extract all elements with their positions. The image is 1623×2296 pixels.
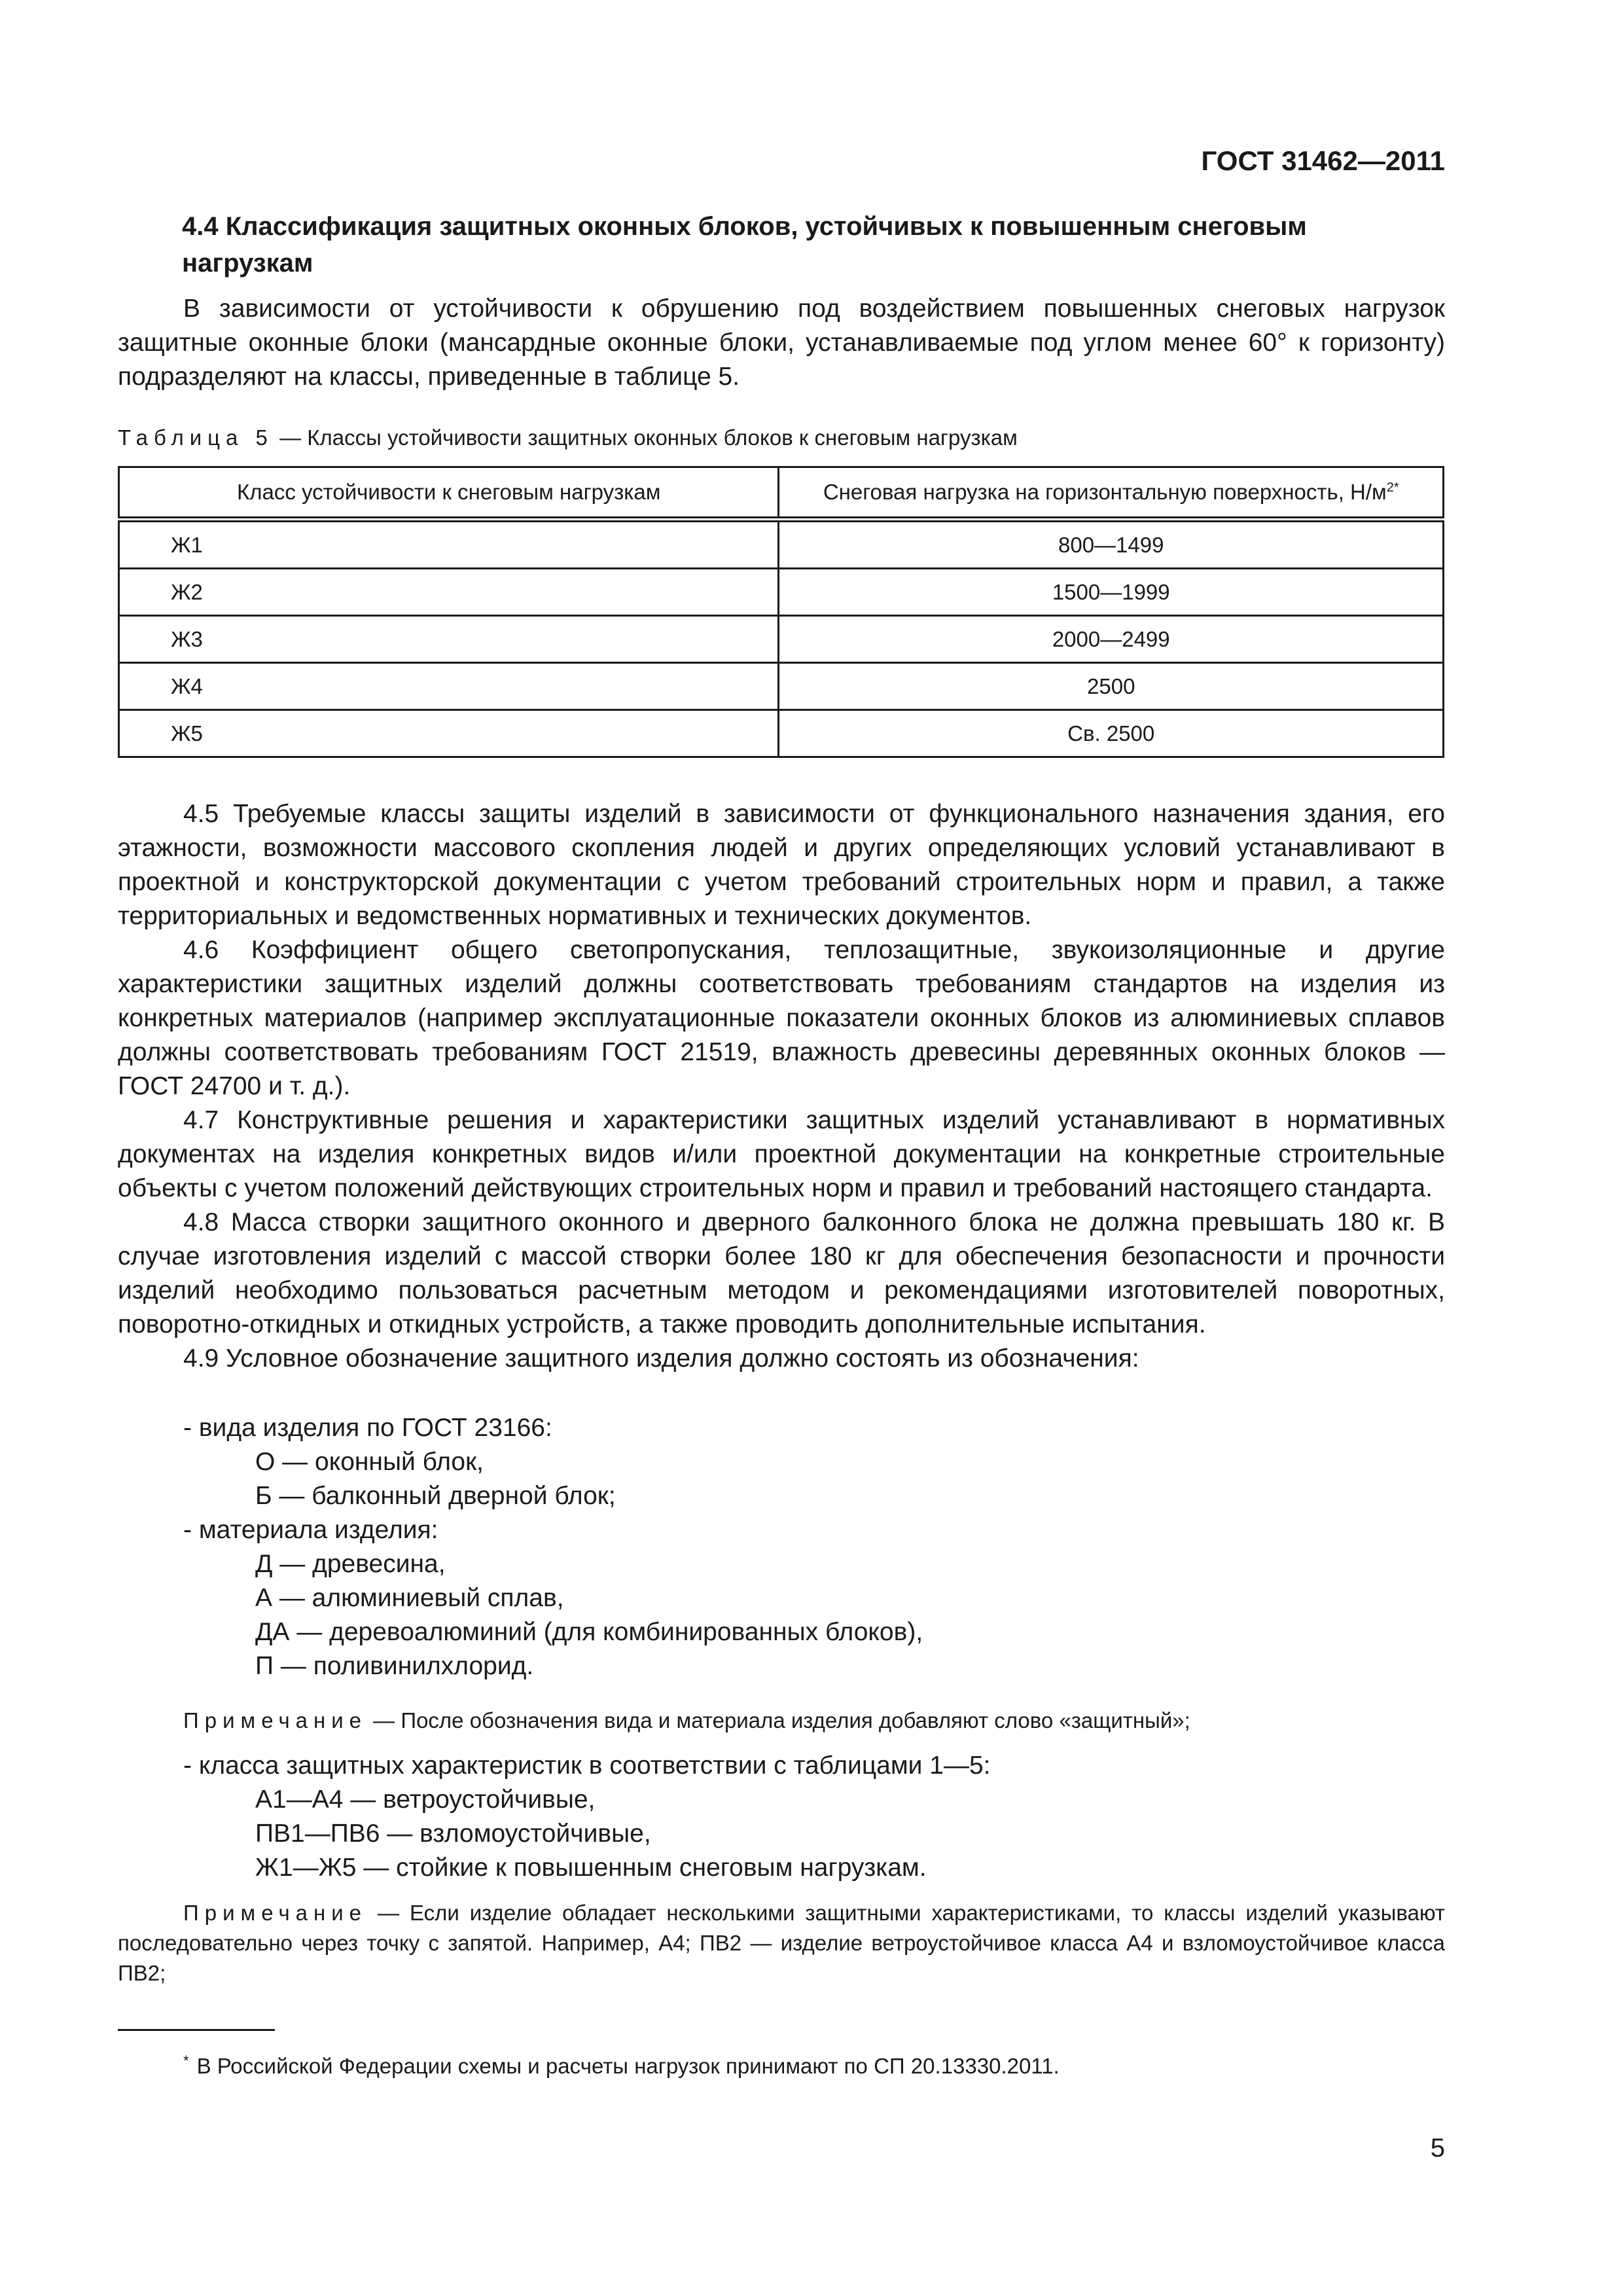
list-item: Б — балконный дверной блок; xyxy=(255,1482,616,1510)
section-4-4-heading: 4.4 Классификация защитных оконных блоков, устойчивых к повышенным снеговым нагрузкам xyxy=(182,212,1307,278)
load-cell: 2500 xyxy=(779,663,1444,710)
table-5 xyxy=(118,466,1444,758)
class-cell: Ж4 xyxy=(119,663,779,710)
load-cell: Св. 2500 xyxy=(779,710,1444,757)
table-row xyxy=(119,569,1444,616)
column-header-load-text: Снеговая нагрузка на горизонтальную поверхность, Н/м xyxy=(823,480,1387,504)
note-2-text: — Если изделие обладает несколькими защитными характеристиками, то классы изделий указывают последовательно через точку с запятой. Например, А4; ПВ2 — изделие ветроустойчивое класса А4 и взломоустойчивое класса ПВ2; xyxy=(118,1901,1445,1985)
table-5-caption-label: Таблица 5 xyxy=(118,425,274,450)
snow-load-table xyxy=(118,466,1444,758)
list-item: Ж1—Ж5 — стойкие к повышенным снеговым нагрузкам. xyxy=(255,1854,927,1882)
column-header-load-sup: 2* xyxy=(1386,480,1399,495)
column-header-class: Класс устойчивости к снеговым нагрузкам xyxy=(119,467,779,520)
section-4-6: 4.6 Коэффициент общего светопропускания, теплозащитные, звукоизоляционные и другие характеристики защитных изделий должны соответствовать требованиям стандартов на изделия из конкретных материалов (например эксплуатационные показатели оконных блоков из алюминиевых сплавов должны соответствовать требованиям ГОСТ 21519, влажность древесины деревянных оконных блоков — ГОСТ 24700 и т. д.). xyxy=(118,936,1445,1100)
load-cell: 800—1499 xyxy=(779,520,1444,569)
designation-list xyxy=(118,1411,1445,1683)
note-1 xyxy=(118,1706,1445,1736)
table-row xyxy=(119,520,1444,569)
load-cell: 2000—2499 xyxy=(779,616,1444,663)
column-header-load xyxy=(779,467,1444,520)
class-cell: Ж5 xyxy=(119,710,779,757)
document-id: ГОСТ 31462—2011 xyxy=(1201,145,1445,176)
list-item: - вида изделия по ГОСТ 23166: xyxy=(183,1414,552,1442)
section-4-8: 4.8 Масса створки защитного оконного и дверного балконного блока не должна превышать 180 кг. В случае изготовления изделий с массой створки более 180 кг для обеспечения безопасности и прочности изделий необходимо пользоваться расчетным методом и рекомендациями изготовителей поворотных, поворотно-откидных и откидных устройств, а также проводить дополнительные испытания. xyxy=(118,1208,1445,1338)
table-row xyxy=(119,663,1444,710)
note-1-label: Примечание xyxy=(183,1708,368,1732)
section-4-5: 4.5 Требуемые классы защиты изделий в зависимости от функционального назначения здания, его этажности, возможности массового скопления людей и других определяющих условий устанавливают в проектной и конструкторской документации с учетом требований строительных норм и правил, а также территориальных и ведомственных нормативных и технических документов. xyxy=(118,800,1445,930)
section-4-4-paragraph: В зависимости от устойчивости к обрушению под воздействием повышенных снеговых нагрузок защитные оконные блоки (мансардные оконные блоки, устанавливаемые под углом менее 60° к горизонту) подразделяют на классы, приведенные в таблице 5. xyxy=(118,295,1445,391)
note-2 xyxy=(118,1898,1445,1988)
note-1-text: — После обозначения вида и материала изделия добавляют слово «защитный»; xyxy=(367,1708,1190,1732)
section-4-9: 4.9 Условное обозначение защитного изделия должно состоять из обозначения: xyxy=(183,1344,1139,1372)
class-cell: Ж1 xyxy=(119,520,779,569)
footnote xyxy=(183,2046,1060,2081)
page-number: 5 xyxy=(1430,2134,1445,2162)
list-item: А — алюминиевый сплав, xyxy=(255,1584,564,1612)
list-item: ПВ1—ПВ6 — взломоустойчивые, xyxy=(255,1820,651,1848)
class-cell: Ж3 xyxy=(119,616,779,663)
load-cell: 1500—1999 xyxy=(779,569,1444,616)
list-item: А1—А4 — ветроустойчивые, xyxy=(255,1785,596,1814)
list-item: - класса защитных характеристик в соответствии с таблицами 1—5: xyxy=(183,1751,991,1780)
sections-4-5-to-4-9 xyxy=(118,797,1445,1376)
table-header-row xyxy=(119,467,1444,520)
footnote-divider xyxy=(118,2029,275,2031)
footnote-mark: * xyxy=(183,2053,189,2069)
table-row xyxy=(119,616,1444,663)
class-list xyxy=(118,1749,1445,1885)
table-5-caption xyxy=(118,425,1018,450)
section-4-7: 4.7 Конструктивные решения и характеристики защитных изделий устанавливают в нормативных документах на изделия конкретных видов и/или проектной документации на конкретные строительные объекты с учетом положений действующих строительных норм и правил и требований настоящего стандарта. xyxy=(118,1106,1445,1202)
list-item: - материала изделия: xyxy=(183,1516,438,1544)
list-item: О — оконный блок, xyxy=(255,1448,484,1476)
footnote-text: В Российской Федерации схемы и расчеты нагрузок принимают по СП 20.13330.2011. xyxy=(196,2054,1060,2078)
class-cell: Ж2 xyxy=(119,569,779,616)
list-item: Д — древесина, xyxy=(255,1550,446,1578)
list-item: ДА — деревоалюминий (для комбинированных блоков), xyxy=(255,1618,923,1646)
table-row xyxy=(119,710,1444,757)
table-5-caption-text: — Классы устойчивости защитных оконных блоков к снеговым нагрузкам xyxy=(273,425,1018,450)
section-4-4-body xyxy=(118,292,1445,394)
note-2-label: Примечание xyxy=(183,1901,368,1925)
list-item: П — поливинилхлорид. xyxy=(255,1652,534,1680)
